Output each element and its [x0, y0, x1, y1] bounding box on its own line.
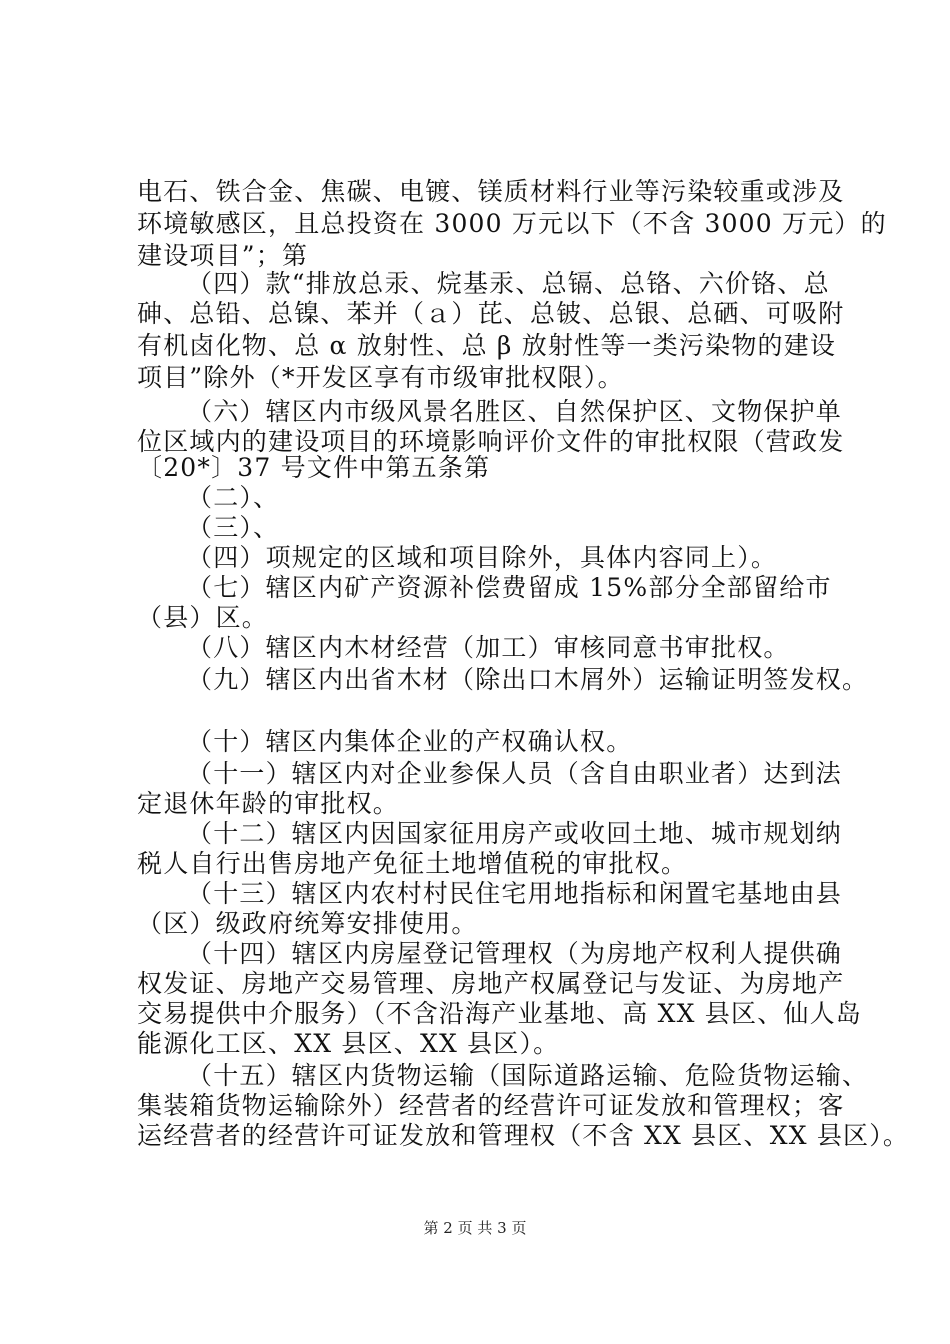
text-line: 税人自行出售房地产免征土地增值税的审批权。 [137, 849, 688, 878]
text-line: （十一）辖区内对企业参保人员（含自由职业者）达到法 [187, 759, 843, 788]
text-line: 权发证、房地产交易管理、房地产权属登记与发证、为房地产 [137, 969, 845, 998]
text-line: 电石、铁合金、焦碳、电镀、镁质材料行业等污染较重或涉及 [137, 177, 845, 206]
text-line: （四）款“排放总汞、烷基汞、总镉、总铬、六价铬、总 [187, 269, 830, 298]
text-line: 集装箱货物运输除外）经营者的经营许可证发放和管理权；客 [137, 1091, 845, 1120]
text-line: （七）辖区内矿产资源补偿费留成 15%部分全部留给市 [187, 573, 832, 602]
text-line: 有机卤化物、总 α 放射性、总 β 放射性等一类污染物的建设 [137, 331, 837, 360]
text-line: （十四）辖区内房屋登记管理权（为房地产权利人提供确 [187, 939, 843, 968]
text-line: （十五）辖区内货物运输（国际道路运输、危险货物运输、 [187, 1061, 869, 1090]
text-line: （八）辖区内木材经营（加工）审核同意书审批权。 [187, 633, 790, 662]
text-line: 定退休年龄的审批权。 [137, 789, 400, 818]
text-line: （县）区。 [137, 603, 269, 632]
text-line: （九）辖区内出省木材（除出口木屑外）运输证明签发权。 [187, 665, 869, 694]
text-line: （三）、 [187, 513, 280, 542]
text-line: 环境敏感区，且总投资在 3000 万元以下（不含 3000 万元）的 [137, 209, 887, 238]
text-line: 能源化工区、XX 县区、XX 县区）。 [137, 1029, 560, 1058]
text-line: 建设项目”；第 [137, 241, 309, 270]
text-line: （六）辖区内市级风景名胜区、自然保护区、文物保护单 [187, 397, 843, 426]
text-line: 位区域内的建设项目的环境影响评价文件的审批权限（营政发 [137, 427, 845, 456]
text-line: （十三）辖区内农村村民住宅用地指标和闲置宅基地由县 [187, 879, 843, 908]
text-line: 〔20*〕37 号文件中第五条第 [137, 453, 491, 482]
text-line: （二）、 [187, 483, 280, 512]
text-line: （十）辖区内集体企业的产权确认权。 [187, 727, 633, 756]
text-line: （区）级政府统筹安排使用。 [137, 909, 478, 938]
text-line: 项目”除外（*开发区享有市级审批权限）。 [137, 363, 624, 392]
text-line: （四）项规定的区域和项目除外，具体内容同上）。 [187, 543, 778, 572]
text-line: 砷、总铅、总镍、苯并（ａ）芘、总铍、总银、总硒、可吸附 [137, 299, 845, 328]
text-line: （十二）辖区内因国家征用房产或收回土地、城市规划纳 [187, 819, 843, 848]
text-line: 交易提供中介服务）（不含沿海产业基地、高 XX 县区、仙人岛 [137, 999, 862, 1028]
text-line: 运经营者的经营许可证发放和管理权（不含 XX 县区、XX 县区）。 [137, 1121, 910, 1150]
page-number-footer: 第 2 页 共 3 页 [423, 1219, 527, 1237]
